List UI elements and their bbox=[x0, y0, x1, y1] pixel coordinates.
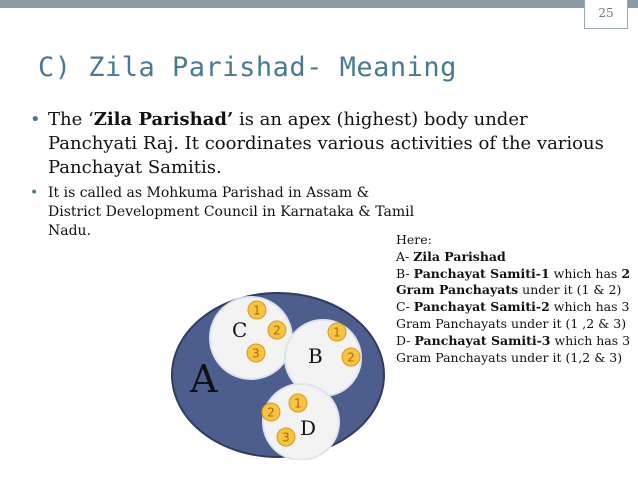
bullet-1-bold: Zila Parishad’ bbox=[93, 109, 234, 130]
d-badge-1-text: 1 bbox=[294, 396, 302, 411]
c-badge-2 bbox=[268, 321, 286, 339]
bullet-1-pre: The ‘ bbox=[48, 109, 94, 130]
legend-d-bold: Panchayat Samiti-3 bbox=[414, 332, 551, 348]
d-badge-1 bbox=[289, 394, 307, 412]
d-badge-3 bbox=[277, 428, 295, 446]
slide-title: C) Zila Parishad- Meaning bbox=[38, 52, 457, 83]
top-bar bbox=[0, 0, 638, 8]
bullet-dot-icon: • bbox=[30, 109, 41, 130]
legend-b-bold2: 2 Gram Panchayats bbox=[396, 265, 631, 298]
legend-b-bold: Panchayat Samiti-1 bbox=[413, 265, 550, 281]
bullet-list bbox=[30, 108, 610, 241]
legend-heading: Here: bbox=[396, 232, 432, 247]
legend-c-post: which has 3 Gram Panchayats under it (1 ,2 & 3) bbox=[396, 299, 630, 331]
legend-b bbox=[396, 266, 634, 300]
b-badge-1 bbox=[328, 323, 346, 341]
label-b: B bbox=[308, 344, 323, 368]
label-a: A bbox=[190, 357, 218, 401]
c-badge-2-text: 2 bbox=[273, 323, 281, 338]
legend-d-post: which has 3 Gram Panchayats under it (1,2 & 3) bbox=[396, 332, 631, 365]
legend-box bbox=[396, 232, 634, 366]
c-badge-1 bbox=[248, 301, 266, 319]
bullet-1-post: is an apex (highest) body under Panchyati Raj. It coordinates various activities of the various Panchayat Samitis. bbox=[48, 109, 604, 178]
d-badge-2 bbox=[262, 403, 280, 421]
bullet-dot-icon: • bbox=[30, 185, 39, 201]
b-badge-2 bbox=[342, 348, 360, 366]
bullet-1 bbox=[30, 108, 610, 180]
legend-c bbox=[396, 299, 634, 333]
slide-number: 25 bbox=[584, 0, 628, 29]
legend-d bbox=[396, 333, 634, 367]
legend-b-post: under it (1 & 2) bbox=[518, 282, 622, 298]
d-badge-3-text: 3 bbox=[282, 430, 290, 445]
bullet-2-text: It is called as Mohkuma Parishad in Assam & District Development Council in Karnataka & Tamil Nadu. bbox=[48, 185, 415, 239]
legend-a bbox=[396, 249, 634, 266]
c-badge-3-text: 3 bbox=[252, 346, 260, 361]
c-badge-3 bbox=[247, 344, 265, 362]
legend-a-bold: Zila Parishad bbox=[413, 248, 506, 264]
c-badge-1-text: 1 bbox=[253, 303, 261, 318]
legend-a-prefix: A- bbox=[396, 248, 414, 264]
legend-c-prefix: C- bbox=[396, 299, 414, 315]
legend-d-prefix: D- bbox=[396, 332, 415, 348]
legend-c-bold: Panchayat Samiti-2 bbox=[413, 299, 550, 315]
legend-b-mid: which has bbox=[549, 265, 622, 281]
label-c: C bbox=[232, 318, 248, 342]
legend-b-prefix: B- bbox=[396, 265, 414, 281]
d-badge-2-text: 2 bbox=[267, 405, 275, 420]
venn-diagram bbox=[170, 290, 400, 460]
b-badge-1-text: 1 bbox=[333, 325, 341, 340]
b-badge-2-text: 2 bbox=[347, 350, 355, 365]
label-d: D bbox=[300, 416, 317, 440]
